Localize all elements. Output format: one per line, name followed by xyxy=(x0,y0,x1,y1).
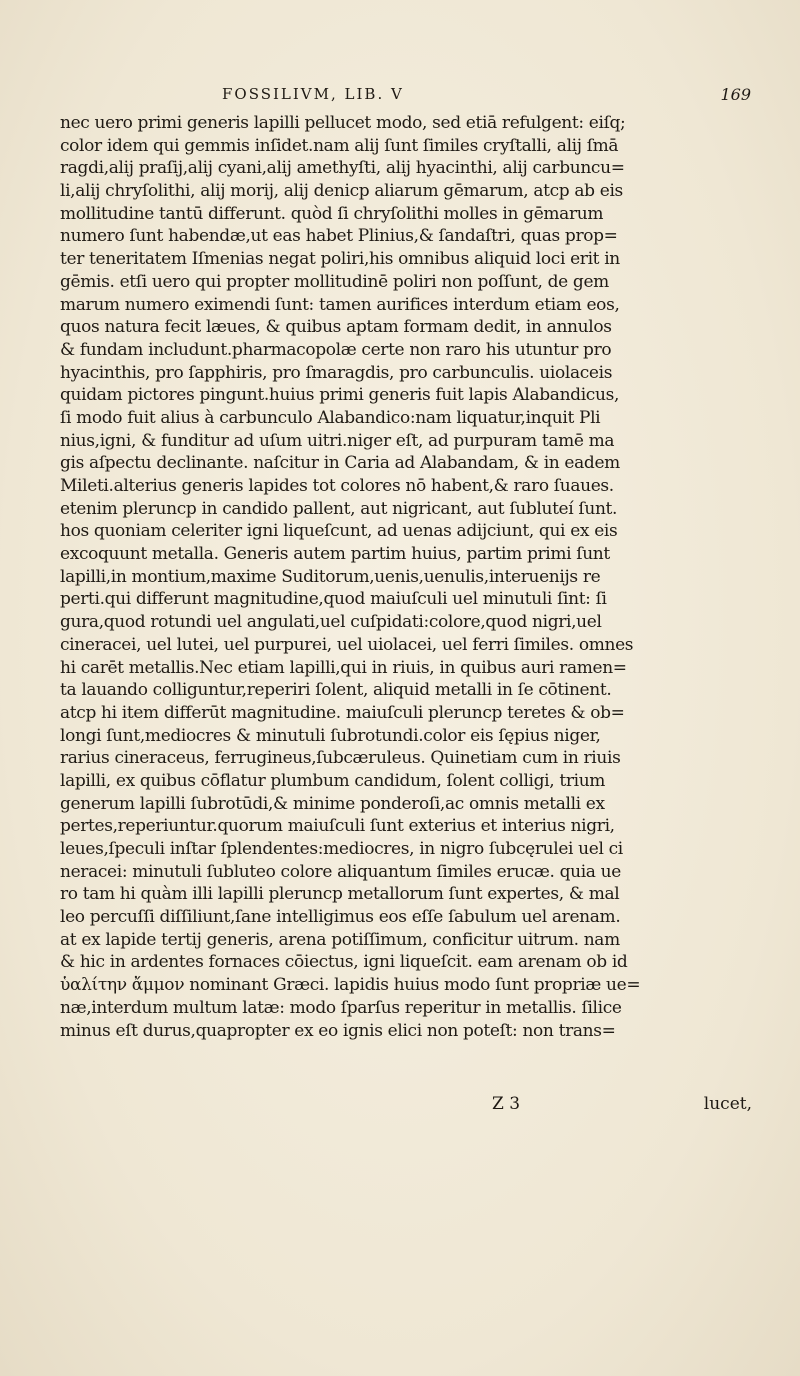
text-line: hi carēt metallis.Nec etiam lapilli,qui in riuis, in quibus auri ramen= xyxy=(60,657,627,678)
text-line: quidam pictores pingunt.huius primi generis fuit lapis Alabandicus, xyxy=(60,385,619,406)
text-line: numero ſunt habendæ,ut eas habet Plinius,& ſandaſtri, quas prop= xyxy=(60,226,618,247)
text-line: hos quoniam celeriter igni liqueſcunt, ad uenas adijciunt, qui ex eis xyxy=(60,521,618,542)
page-footer xyxy=(60,1094,760,1118)
running-head: FOSSILIVM, LIB. V xyxy=(222,85,404,103)
text-line: gura,quod rotundi uel angulati,uel cuſpidati:colore,quod nigri,uel xyxy=(60,612,602,633)
text-line: at ex lapide tertij generis, arena potiſſimum, conficitur uitrum. nam xyxy=(60,929,620,950)
text-line: ragdi,alij praſij,alij cyani,alij amethyſti, alij hyacinthi, alij carbuncu= xyxy=(60,158,625,179)
text-line: gis aſpectu declinante. naſcitur in Caria ad Alabandam, & in eadem xyxy=(60,453,620,474)
signature-mark: Z 3 xyxy=(492,1094,521,1114)
body-text xyxy=(60,112,760,1042)
text-line: hyacinthis, pro ſapphiris, pro ſmaragdis, pro carbunculis. uiolaceis xyxy=(60,362,613,383)
text-line: ter teneritatem Iſmenias negat poliri,his omnibus aliquid loci erit in xyxy=(60,249,620,270)
text-line: lapilli, ex quibus cōflatur plumbum candidum, ſolent colligi, trium xyxy=(60,770,606,791)
text-line: etenim pleruncp in candido pallent, aut nigricant, aut ſubluteí ſunt. xyxy=(60,498,618,519)
text-line: cineracei, uel lutei, uel purpurei, uel uiolacei, uel ferri ſimiles. omnes xyxy=(60,634,634,655)
text-line: Mileti.alterius generis lapides tot colores nō habent,& raro ſuaues. xyxy=(60,476,614,496)
text-line: pertes,reperiuntur.quorum maiuſculi ſunt exterius et interius nigri, xyxy=(60,816,615,837)
text-line: ro tam hi quàm illi lapilli pleruncp metallorum ſunt expertes, & mal xyxy=(60,884,620,905)
text-line: neracei: minutuli ſubluteo colore aliquantum ſimiles erucæ. quia ue xyxy=(60,861,621,882)
text-line: quos natura fecit læues, & quibus aptam formam dedit, in annulos xyxy=(60,317,612,338)
text-line: næ,interdum multum latæ: modo ſparſus reperitur in metallis. ſilice xyxy=(60,997,622,1018)
text-line: & fundam includunt.pharmacopolæ certe non raro his utuntur pro xyxy=(60,339,612,360)
text-line: lapilli,in montium,maxime Suditorum,uenis,uenulis,interuenijs re xyxy=(60,566,601,587)
page-number: 169 xyxy=(720,85,751,104)
text-line: longi ſunt,mediocres & minutuli ſubrotundi.color eis ſępius niger, xyxy=(60,725,601,746)
text-line: leo percuſſi diſſiliunt,ſane intelligimus eos eſſe ſabulum uel arenam. xyxy=(60,907,621,928)
text-line: atcp hi item differūt magnitudine. maiuſculi pleruncp teretes & ob= xyxy=(60,702,625,723)
text-line: marum numero eximendi ſunt: tamen aurifices interdum etiam eos, xyxy=(60,294,620,315)
text-line: generum lapilli ſubrotūdi,& minime ponderoſi,ac omnis metalli ex xyxy=(60,793,605,814)
catchword: lucet, xyxy=(703,1094,752,1114)
text-line: li,alij chryſolithi, alij morij, alij denicp aliarum gēmarum, atcp ab eis xyxy=(60,181,623,202)
text-line: ὑαλίτην ἄμμον nominant Græci. lapidis huius modo ſunt propriæ ue= xyxy=(60,975,641,996)
text-line: ſi modo fuit alius à carbunculo Alabandico:nam liquatur,inquit Pli xyxy=(60,407,601,428)
text-line: nec uero primi generis lapilli pellucet modo, sed etiā refulgent: eiſq; xyxy=(60,113,626,133)
text-line: mollitudine tantū differunt. quòd ſi chryſolithi molles in gēmarum xyxy=(60,203,604,224)
text-line: ta lauando colliguntur,reperiri ſolent, aliquid metalli in ſe cōtinent. xyxy=(60,680,612,701)
text-line: rarius cineraceus, ferrugineus,ſubcæruleus. Quinetiam cum in riuis xyxy=(60,748,621,769)
text-line: excoquunt metalla. Generis autem partim huius, partim primi ſunt xyxy=(60,544,610,565)
text-line: gēmis. etſi uero qui propter mollitudinē poliri non poſſunt, de gem xyxy=(60,271,609,292)
text-line: & hic in ardentes fornaces cōiectus, igni liqueſcit. eam arenam ob id xyxy=(60,952,628,973)
text-line: leues,ſpeculi inſtar ſplendentes:mediocres, in nigro ſubcęrulei uel ci xyxy=(60,839,623,859)
text-line: nius,igni, & funditur ad uſum uitri.niger eſt, ad purpuram tamē ma xyxy=(60,430,615,451)
text-line: minus eſt durus,quapropter ex eo ignis elici non poteſt: non trans= xyxy=(60,1020,616,1041)
text-line: color idem qui gemmis inſidet.nam alij ſunt ſimiles cryſtalli, alij ſmā xyxy=(60,135,619,156)
page-header xyxy=(40,85,760,109)
text-line: perti.qui differunt magnitudine,quod maiuſculi uel minutuli ſint: ſi xyxy=(60,589,607,610)
